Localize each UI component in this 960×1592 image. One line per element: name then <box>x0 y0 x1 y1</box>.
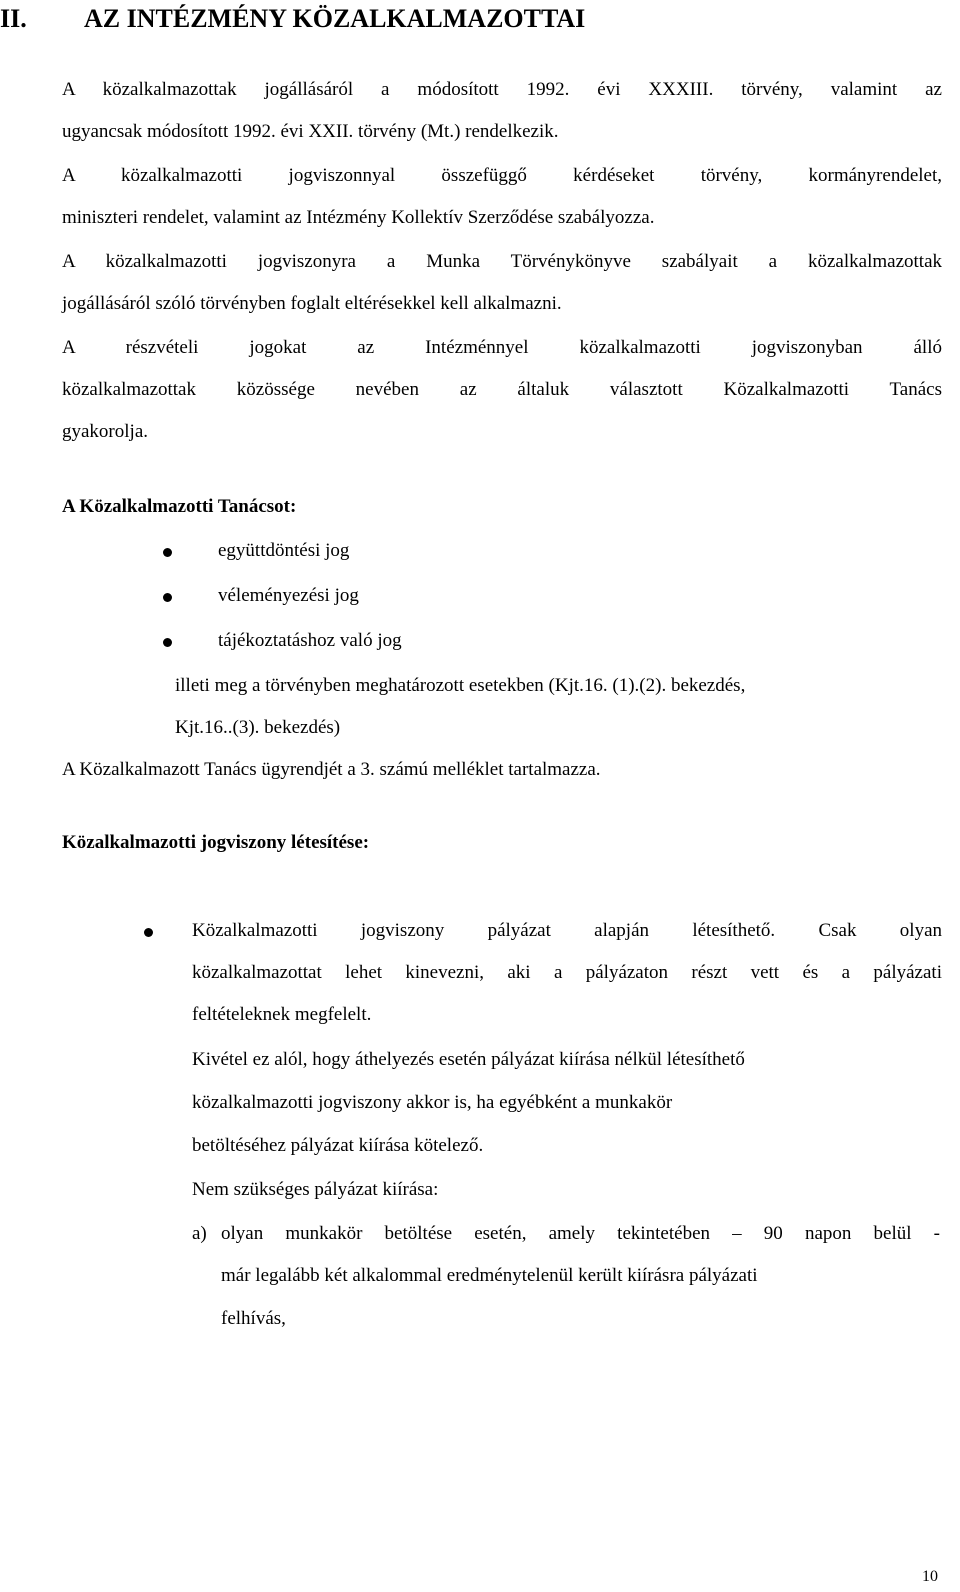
establishment-line: Közalkalmazotti jogviszony pályázat alapján létesíthető. Csak olyan <box>192 920 942 941</box>
bullet-icon <box>144 928 153 937</box>
right-item: tájékoztatáshoz való jog <box>218 630 402 651</box>
paragraph-line: gyakorolja. <box>62 421 149 442</box>
bullet-icon <box>163 593 172 602</box>
paragraph-line: A részvételi jogokat az Intézménnyel közalkalmazotti jogviszonyban álló <box>62 337 942 358</box>
council-heading: A Közalkalmazotti Tanácsot: <box>62 496 297 517</box>
right-item: véleményezési jog <box>218 585 359 606</box>
establishment-line: közalkalmazottat lehet kinevezni, aki a pályázaton részt vett és a pályázati <box>192 962 942 983</box>
item-a-line: felhívás, <box>221 1308 286 1329</box>
section-heading <box>0 4 700 36</box>
paragraph-line: A közalkalmazotti jogviszonnyal összefüggő kérdéseket törvény, kormányrendelet, <box>62 165 942 186</box>
paragraph-line: miniszteri rendelet, valamint az Intézmény Kollektív Szerződése szabályozza. <box>62 207 655 228</box>
establishment-line: feltételeknek megfelelt. <box>192 1004 372 1025</box>
bullet-icon <box>163 638 172 647</box>
paragraph-line: A közalkalmazottak jogállásáról a módosított 1992. évi XXXIII. törvény, valamint az <box>62 79 942 100</box>
paragraph-line: ugyancsak módosított 1992. évi XXII. törvény (Mt.) rendelkezik. <box>62 121 559 142</box>
exception-line: közalkalmazotti jogviszony akkor is, ha egyébként a munkakör <box>192 1092 673 1113</box>
not-needed-line: Nem szükséges pályázat kiírása: <box>192 1179 439 1200</box>
section-number: II. <box>0 4 27 33</box>
item-a-line: olyan munkakör betöltése esetén, amely tekintetében – 90 napon belül - <box>221 1223 940 1244</box>
paragraph-line: közalkalmazottak közössége nevében az általuk választott Közalkalmazotti Tanács <box>62 379 942 400</box>
section-title: AZ INTÉZMÉNY KÖZALKALMAZOTTAI <box>84 4 586 33</box>
page-number: 10 <box>922 1568 938 1585</box>
right-item: együttdöntési jog <box>218 540 350 561</box>
bullet-icon <box>163 548 172 557</box>
item-a-line: már legalább két alkalommal eredménytelenül került kiírásra pályázati <box>221 1265 758 1286</box>
establishment-heading: Közalkalmazotti jogviszony létesítése: <box>62 832 370 853</box>
item-a-label: a) <box>192 1223 207 1244</box>
council-rules-line: A Közalkalmazott Tanács ügyrendjét a 3. számú melléklet tartalmazza. <box>62 759 601 780</box>
exception-line: Kivétel ez alól, hogy áthelyezés esetén pályázat kiírása nélkül létesíthető <box>192 1049 745 1070</box>
paragraph-line: A közalkalmazotti jogviszonyra a Munka Törvénykönyve szabályait a közalkalmazottak <box>62 251 942 272</box>
council-note-line: Kjt.16..(3). bekezdés) <box>175 717 341 738</box>
exception-line: betöltéséhez pályázat kiírása kötelező. <box>192 1135 484 1156</box>
paragraph-line: jogállásáról szóló törvényben foglalt eltérésekkel kell alkalmazni. <box>62 293 562 314</box>
council-note-line: illeti meg a törvényben meghatározott esetekben (Kjt.16. (1).(2). bekezdés, <box>175 675 746 696</box>
